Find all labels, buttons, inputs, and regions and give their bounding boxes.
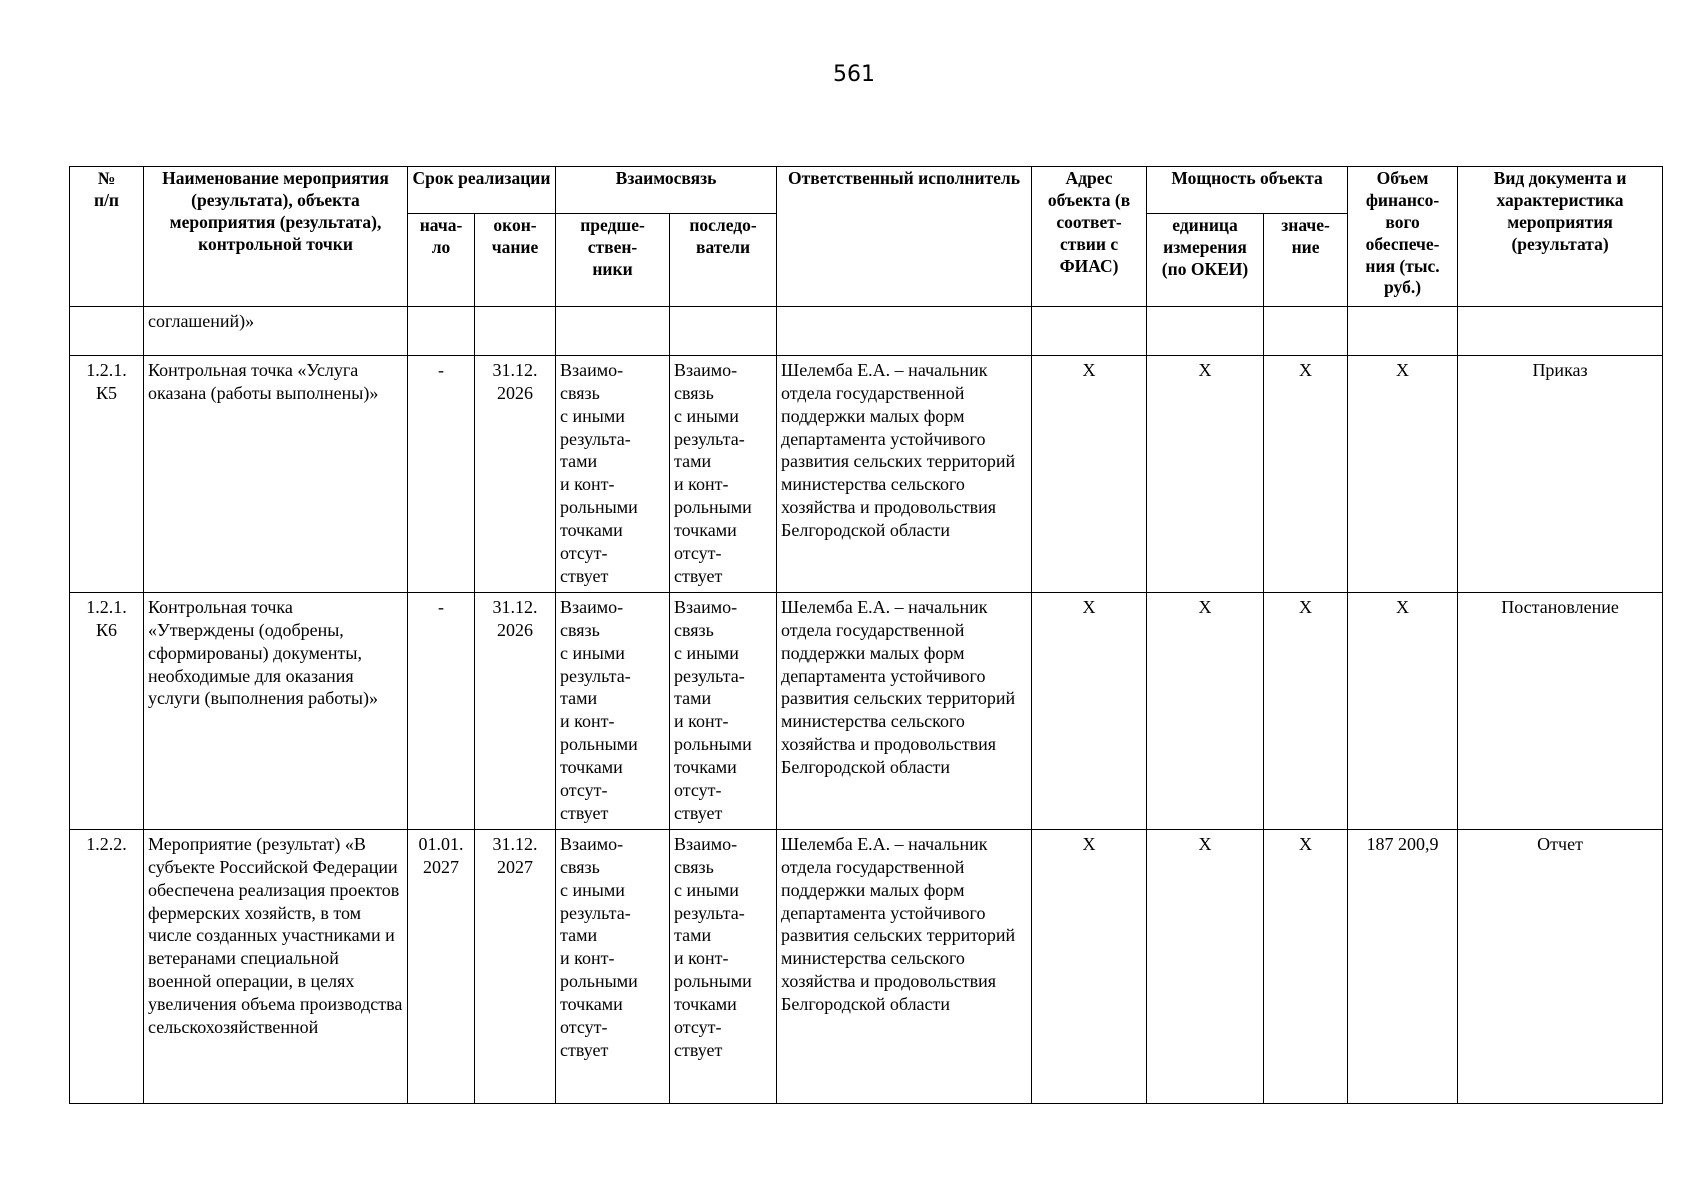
header-finance: Объем финансо-вого обеспече-ния (тыс. руб.) bbox=[1348, 167, 1458, 307]
cell-document: Отчет bbox=[1458, 830, 1663, 1104]
cell-name: Контрольная точка «Утверждены (одобрены, сформированы) документы, необходимые для оказания услуги (выполнения работы)» bbox=[144, 593, 408, 830]
cell-next: Взаимо- связь с иными результа- тами и конт- рольными точками отсут- ствует bbox=[670, 830, 777, 1104]
cell-prev bbox=[556, 307, 670, 356]
cell-address: Х bbox=[1032, 593, 1147, 830]
cell-num: 1.2.1. К5 bbox=[70, 356, 144, 593]
cell-next bbox=[670, 307, 777, 356]
header-num: № п/п bbox=[70, 167, 144, 307]
cell-value bbox=[1264, 307, 1348, 356]
table-row bbox=[70, 593, 1663, 830]
cell-document: Постановление bbox=[1458, 593, 1663, 830]
cell-unit: Х bbox=[1147, 830, 1264, 1104]
header-term: Срок реализации bbox=[408, 167, 556, 214]
header-responsible: Ответственный исполнитель bbox=[777, 167, 1032, 307]
cell-responsible: Шелемба Е.А. – начальник отдела государственной поддержки малых форм департамента устойчивого развития сельских территорий министерства сельского хозяйства и продовольствия Белгородской области bbox=[777, 830, 1032, 1104]
cell-end bbox=[475, 307, 556, 356]
table-row bbox=[70, 307, 1663, 356]
header-address: Адрес объекта (в соответ-ствии с ФИАС) bbox=[1032, 167, 1147, 307]
cell-responsible: Шелемба Е.А. – начальник отдела государственной поддержки малых форм департамента устойчивого развития сельских территорий министерства сельского хозяйства и продовольствия Белгородской области bbox=[777, 356, 1032, 593]
cell-finance: 187 200,9 bbox=[1348, 830, 1458, 1104]
cell-name: Контрольная точка «Услуга оказана (работы выполнены)» bbox=[144, 356, 408, 593]
header-term-end: окон- чание bbox=[475, 214, 556, 307]
header-power-unit: единица измерения (по ОКЕИ) bbox=[1147, 214, 1264, 307]
cell-document bbox=[1458, 307, 1663, 356]
plan-table bbox=[69, 166, 1663, 1104]
cell-num bbox=[70, 307, 144, 356]
header-name: Наименование мероприятия (результата), объекта мероприятия (результата), контрольной точки bbox=[144, 167, 408, 307]
header-power: Мощность объекта bbox=[1147, 167, 1348, 214]
cell-unit: Х bbox=[1147, 593, 1264, 830]
cell-start: - bbox=[408, 593, 475, 830]
cell-prev: Взаимо- связь с иными результа- тами и конт- рольными точками отсут- ствует bbox=[556, 593, 670, 830]
cell-value: Х bbox=[1264, 593, 1348, 830]
cell-num: 1.2.1. К6 bbox=[70, 593, 144, 830]
cell-unit bbox=[1147, 307, 1264, 356]
header-link: Взаимосвязь bbox=[556, 167, 777, 214]
cell-num: 1.2.2. bbox=[70, 830, 144, 1104]
cell-finance: Х bbox=[1348, 356, 1458, 593]
cell-address: Х bbox=[1032, 356, 1147, 593]
header-term-start: нача- ло bbox=[408, 214, 475, 307]
cell-responsible: Шелемба Е.А. – начальник отдела государственной поддержки малых форм департамента устойчивого развития сельских территорий министерства сельского хозяйства и продовольствия Белгородской области bbox=[777, 593, 1032, 830]
table-row bbox=[70, 356, 1663, 593]
cell-start bbox=[408, 307, 475, 356]
cell-next: Взаимо- связь с иными результа- тами и конт- рольными точками отсут- ствует bbox=[670, 593, 777, 830]
cell-next: Взаимо- связь с иными результа- тами и конт- рольными точками отсут- ствует bbox=[670, 356, 777, 593]
header-link-next: последо- ватели bbox=[670, 214, 777, 307]
page-number: 561 bbox=[833, 62, 875, 87]
cell-end: 31.12. 2026 bbox=[475, 593, 556, 830]
header-document: Вид документа и характеристика мероприятия (результата) bbox=[1458, 167, 1663, 307]
cell-end: 31.12. 2026 bbox=[475, 356, 556, 593]
cell-responsible bbox=[777, 307, 1032, 356]
header-power-value: значе- ние bbox=[1264, 214, 1348, 307]
cell-unit: Х bbox=[1147, 356, 1264, 593]
cell-value: Х bbox=[1264, 356, 1348, 593]
cell-prev: Взаимо- связь с иными результа- тами и конт- рольными точками отсут- ствует bbox=[556, 356, 670, 593]
cell-finance: Х bbox=[1348, 593, 1458, 830]
cell-finance bbox=[1348, 307, 1458, 356]
cell-start: 01.01. 2027 bbox=[408, 830, 475, 1104]
cell-value: Х bbox=[1264, 830, 1348, 1104]
cell-end: 31.12. 2027 bbox=[475, 830, 556, 1104]
cell-prev: Взаимо- связь с иными результа- тами и конт- рольными точками отсут- ствует bbox=[556, 830, 670, 1104]
cell-start: - bbox=[408, 356, 475, 593]
header-link-prev: предше- ствен- ники bbox=[556, 214, 670, 307]
cell-document: Приказ bbox=[1458, 356, 1663, 593]
cell-address: Х bbox=[1032, 830, 1147, 1104]
table-row bbox=[70, 830, 1663, 1104]
cell-name: Мероприятие (результат) «В субъекте Российской Федерации обеспечена реализация проектов фермерских хозяйств, в том числе созданных участниками и ветеранами специальной военной операции, в целях увеличения объема производства сельскохозяйственной bbox=[144, 830, 408, 1104]
cell-address bbox=[1032, 307, 1147, 356]
cell-name: соглашений)» bbox=[144, 307, 408, 356]
